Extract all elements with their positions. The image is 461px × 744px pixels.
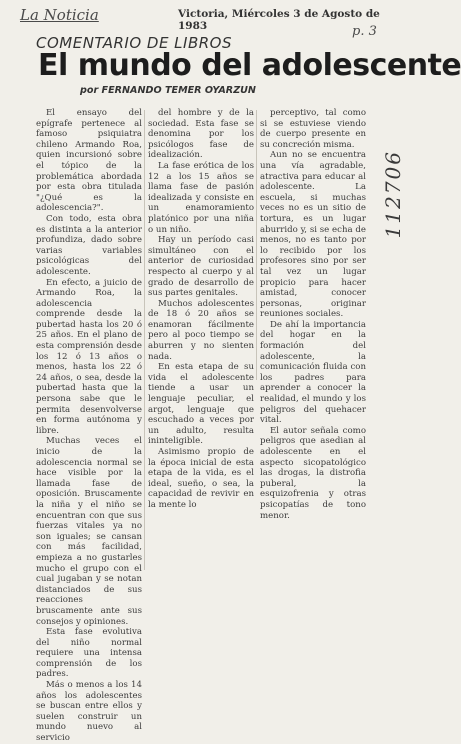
- paragraph: Hay un período casi simultáneo con el anterior de curiosidad respecto al cuerpo y al grado de desarrollo de sus partes genitales.: [148, 235, 254, 299]
- paragraph: En esta etapa de su vida el adolescente tiende a usar un lenguaje peculiar, el argot, lenguaje que escuchado a veces por un adulto, resulta ininteligible.: [148, 362, 254, 447]
- paragraph: Más o menos a los 14 años los adolescentes se buscan entre ellos y suelen construir un mundo nuevo al servicio: [36, 680, 142, 744]
- article-title: El mundo del adolescente: [38, 48, 461, 83]
- handwritten-page-note: p. 3: [352, 24, 377, 39]
- paragraph: Con todo, esta obra es distinta a la anterior profundiza, dado sobre varias variables psicológicas del adolescente.: [36, 213, 142, 277]
- column-divider: [144, 110, 145, 570]
- paragraph: perceptivo, tal como si se estuviese viendo de cuerpo presente en su concreción misma.: [260, 108, 366, 150]
- section-heading: COMENTARIO DE LIBROS: [36, 34, 233, 52]
- article-column-1: [36, 108, 142, 744]
- paragraph: Asimismo propio de la época inicial de esta etapa de la vida, es el ideal, sueño, o sea, la capacidad de revivir en la mente lo: [148, 447, 254, 510]
- article-byline: por FERNANDO TEMER OYARZUN: [80, 85, 256, 96]
- paragraph: La fase erótica de los 12 a los 15 años se llama fase de pasión idealizada y consiste en un enamoramiento platónico por una niña o un niño.: [148, 160, 254, 235]
- paragraph: Muchas veces el inicio de la adolescencia normal se hace visible por la llamada fase de oposición. Bruscamente la niña y el niño se encuentran con que sus fuerzas vitales ya no son iguales; se cansan con más facilidad, empieza a no gustarles mucho el grupo con el cual jugaban y se notan distanciados de sus reacciones bruscamente ante sus consejos y opiniones.: [36, 436, 142, 627]
- paragraph: En efecto, a juicio de Armando Roa, la adolescencia comprende desde la pubertad hasta los 20 ó 25 años. En el plano de esta comprensión desde los 12 ó 13 años o menos, hasta los 22 ó 24 años, o sea, desde la pubertad hasta que la persona sabe que le permita desenvolverse en forma autónoma y libre.: [36, 277, 142, 436]
- paragraph: Aun no se encuentra una vía agradable, atractiva para educar al adolescente. La escuela, si muchas veces no es un sitio de tortura, es un lugar aburrido y, si se echa de menos, no es tanto por lo recibido por los profesores sino por ser tal vez un lugar propicio para hacer amistad, conocer personas, originar reuniones sociales.: [260, 150, 366, 320]
- handwritten-archive-number: 112706: [381, 150, 405, 239]
- column-divider: [256, 110, 257, 380]
- dateline: Victoria, Miércoles 3 de Agosto de 1983: [178, 8, 380, 32]
- paragraph: del hombre y de la sociedad. Esta fase se denomina por los psicólogos fase de idealización.: [148, 108, 254, 161]
- paragraph: Muchos adolescentes de 18 ó 20 años se enamoran fácilmente pero al poco tiempo se aburren y no sienten nada.: [148, 298, 254, 362]
- paragraph: Esta fase evolutiva del niño normal requiere una intensa comprensión de los padres.: [36, 627, 142, 680]
- article-column-2: [148, 108, 254, 510]
- paragraph: De ahí la importancia del hogar en la formación del adolescente, la comunicación fluida con los padres para aprender a conocer la realidad, el mundo y los peligros del quehacer vital.: [260, 319, 366, 426]
- paragraph: El ensayo del epígrafe pertenece al famoso psiquiatra chileno Armando Roa, quien incursionó sobre el tópico de la problemática abordada por esta obra titulada "¿Qué es la adolescencia?".: [36, 108, 142, 214]
- article-column-3: [260, 108, 366, 521]
- paragraph: El autor señala como peligros que asedian al adolescente en el aspecto sicopatológico las drogas, la distrofia puberal, la esquizofrenia y otras psicopatías de tono menor.: [260, 425, 366, 521]
- handwritten-source-note: La Noticia: [20, 6, 99, 24]
